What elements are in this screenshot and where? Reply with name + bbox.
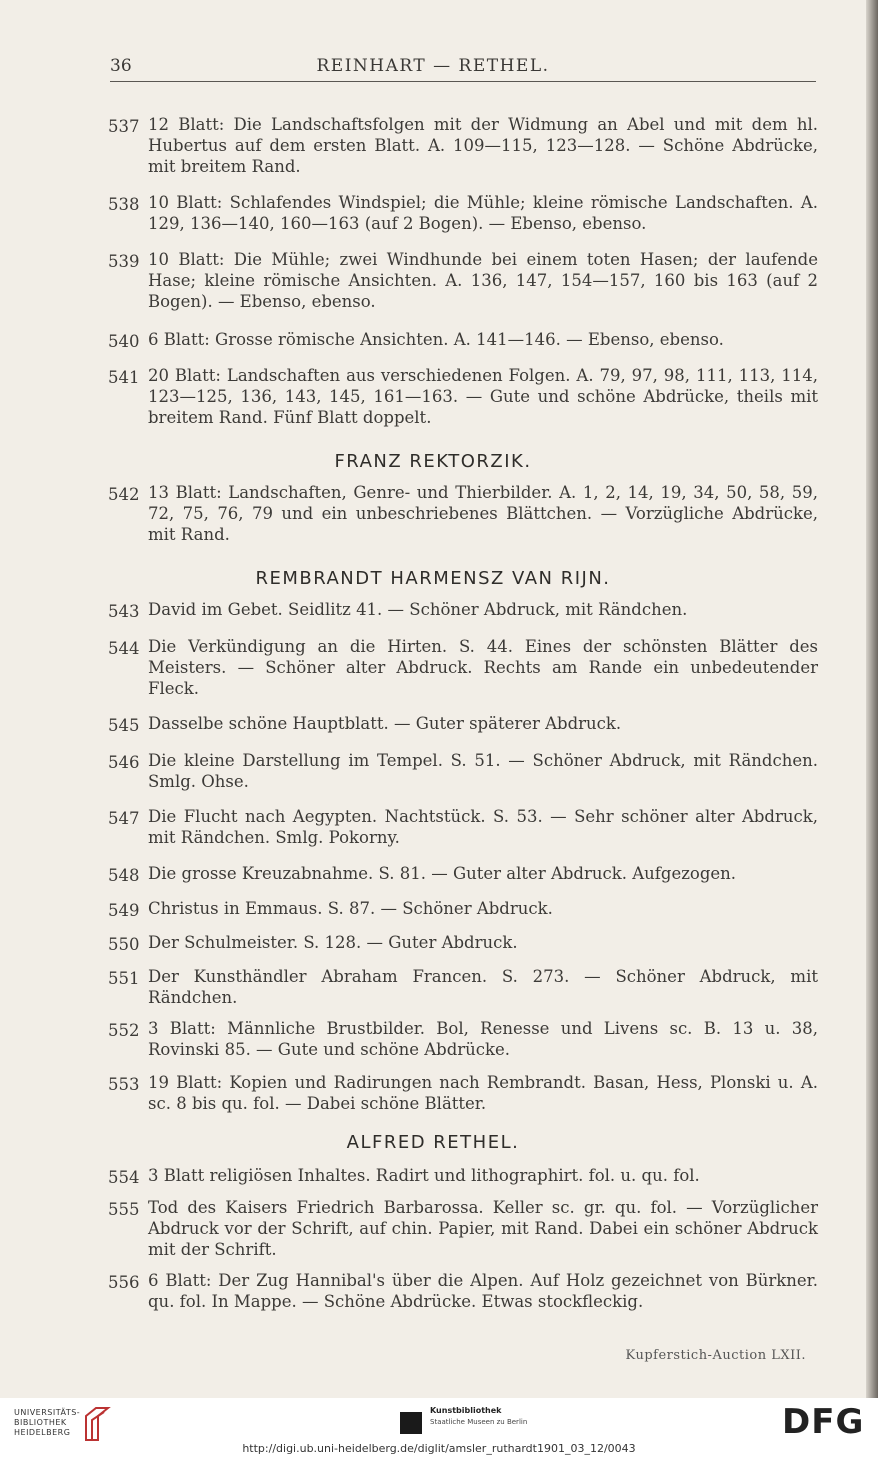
entry-text: 20 Blatt: Landschaften aus verschiedenen Folgen. A. 79, 97, 98, 111, 113, 114, 123—125, 136, 143, 145, 161—163. — Gute und schöne Abdrücke, theils mit breitem Rand. Fünf Blatt doppelt. bbox=[148, 366, 818, 427]
entry-text: 3 Blatt religiösen Inhaltes. Radirt und lithographirt. fol. u. qu. fol. bbox=[148, 1166, 700, 1185]
university-line: HEIDELBERG bbox=[14, 1428, 71, 1437]
entry-text: 6 Blatt: Grosse römische Ansichten. A. 141—146. — Ebenso, ebenso. bbox=[148, 330, 724, 349]
university-name bbox=[14, 1408, 80, 1438]
dfg-logo: DFG bbox=[782, 1402, 865, 1442]
section-heading-rembrandt: REMBRANDT HARMENSZ VAN RIJN. bbox=[255, 568, 611, 589]
university-line: BIBLIOTHEK bbox=[14, 1418, 67, 1427]
catalog-entry-553 bbox=[108, 1072, 818, 1114]
page-header bbox=[0, 56, 866, 82]
entry-text: Christus in Emmaus. S. 87. — Schöner Abdruck. bbox=[148, 899, 553, 918]
kunstbibliothek-emblem-icon bbox=[400, 1412, 422, 1434]
entry-text: Die Flucht nach Aegypten. Nachtstück. S. 53. — Sehr schöner alter Abdruck, mit Rändchen. Smlg. Pokorny. bbox=[148, 807, 818, 847]
catalog-entry-546 bbox=[108, 750, 818, 792]
entry-number: 542 bbox=[108, 485, 140, 504]
entry-number: 556 bbox=[108, 1273, 140, 1292]
entry-number: 543 bbox=[108, 602, 140, 621]
catalog-entry-537 bbox=[108, 114, 818, 177]
entry-number: 538 bbox=[108, 195, 140, 214]
entry-number: 554 bbox=[108, 1168, 140, 1187]
catalog-entry-555 bbox=[108, 1197, 818, 1260]
entry-text: David im Gebet. Seidlitz 41. — Schöner Abdruck, mit Rändchen. bbox=[148, 600, 688, 619]
catalog-entry-540 bbox=[108, 329, 818, 350]
catalog-entry-554 bbox=[108, 1165, 818, 1186]
entry-number: 551 bbox=[108, 969, 140, 988]
page-edge-shadow bbox=[866, 0, 878, 1398]
source-url[interactable]: http://digi.ub.uni-heidelberg.de/diglit/amsler_ruthardt1901_03_12/0043 bbox=[242, 1442, 636, 1455]
catalog-entry-547 bbox=[108, 806, 818, 848]
entry-number: 552 bbox=[108, 1021, 140, 1040]
catalog-entry-538 bbox=[108, 192, 818, 234]
entry-number: 545 bbox=[108, 716, 140, 735]
catalog-entry-544 bbox=[108, 636, 818, 699]
catalog-entry-545 bbox=[108, 713, 818, 734]
catalog-entry-550 bbox=[108, 932, 818, 953]
entry-number: 550 bbox=[108, 935, 140, 954]
entry-text: 10 Blatt: Die Mühle; zwei Windhunde bei einem toten Hasen; der laufende Hase; kleine römische Ansichten. A. 136, 147, 154—157, 160 bis 163 (auf 2 Bogen). — Ebenso, ebenso. bbox=[148, 250, 818, 311]
kunstbibliothek-title: Kunstbibliothek bbox=[430, 1406, 502, 1415]
kunstbibliothek-subtitle: Staatliche Museen zu Berlin bbox=[430, 1418, 528, 1426]
university-library-logo bbox=[14, 1404, 144, 1444]
university-emblem-icon bbox=[82, 1406, 112, 1442]
entry-text: Die kleine Darstellung im Tempel. S. 51. — Schöner Abdruck, mit Rändchen. Smlg. Ohse. bbox=[148, 751, 818, 791]
catalog-entry-551 bbox=[108, 966, 818, 1008]
university-line: UNIVERSITÄTS- bbox=[14, 1408, 81, 1417]
entry-number: 539 bbox=[108, 252, 140, 271]
entry-text: 10 Blatt: Schlafendes Windspiel; die Mühle; kleine römische Landschaften. A. 129, 136—140, 160—163 (auf 2 Bogen). — Ebenso, ebenso. bbox=[148, 193, 818, 233]
entry-number: 540 bbox=[108, 332, 140, 351]
entry-number: 548 bbox=[108, 866, 140, 885]
section-heading-rethel: ALFRED RETHEL. bbox=[346, 1132, 520, 1153]
catalog-entry-543 bbox=[108, 599, 818, 620]
header-rule bbox=[110, 81, 816, 82]
entry-text: Tod des Kaisers Friedrich Barbarossa. Keller sc. gr. qu. fol. — Vorzüglicher Abdruck vor der Schrift, auf chin. Papier, mit Rand. Dabei ein schöner Abdruck mit der Schrift. bbox=[148, 1198, 818, 1259]
running-title: REINHART — RETHEL. bbox=[316, 56, 550, 76]
catalog-entry-541 bbox=[108, 365, 818, 428]
entry-number: 544 bbox=[108, 639, 140, 658]
entry-text: 12 Blatt: Die Landschaftsfolgen mit der Widmung an Abel und mit dem hl. Hubertus auf dem ersten Blatt. A. 109—115, 123—128. — Schöne Abdrücke, mit breitem Rand. bbox=[148, 115, 818, 176]
catalog-entry-548 bbox=[108, 863, 818, 884]
catalog-entry-542 bbox=[108, 482, 818, 545]
section-heading-rektorzik: FRANZ REKTORZIK. bbox=[334, 451, 532, 472]
entry-text: Die grosse Kreuzabnahme. S. 81. — Guter alter Abdruck. Aufgezogen. bbox=[148, 864, 737, 883]
entry-number: 553 bbox=[108, 1075, 140, 1094]
entry-number: 547 bbox=[108, 809, 140, 828]
entry-text: Der Schulmeister. S. 128. — Guter Abdruck. bbox=[148, 933, 518, 952]
entry-number: 537 bbox=[108, 117, 140, 136]
entry-text: Die Verkündigung an die Hirten. S. 44. Eines der schönsten Blätter des Meisters. — Schöner alter Abdruck. Rechts am Rande ein unbedeutender Fleck. bbox=[148, 637, 818, 698]
catalog-entry-549 bbox=[108, 898, 818, 919]
entry-text: 6 Blatt: Der Zug Hannibal's über die Alpen. Auf Holz gezeichnet von Bürkner. qu. fol. In Mappe. — Schöne Abdrücke. Etwas stockfleckig. bbox=[148, 1271, 818, 1311]
entry-text: Dasselbe schöne Hauptblatt. — Guter späterer Abdruck. bbox=[148, 714, 622, 733]
auction-footer-note: Kupferstich-Auction LXII. bbox=[625, 1348, 806, 1363]
entry-number: 555 bbox=[108, 1200, 140, 1219]
entry-text: 3 Blatt: Männliche Brustbilder. Bol, Renesse und Livens sc. B. 13 u. 38, Rovinski 85. — Gute und schöne Abdrücke. bbox=[148, 1019, 818, 1059]
page-number: 36 bbox=[110, 56, 132, 76]
entry-text: 13 Blatt: Landschaften, Genre- und Thierbilder. A. 1, 2, 14, 19, 34, 50, 58, 59, 72, 75, 76, 79 und ein unbeschriebenes Blättchen. — Vorzügliche Abdrücke, mit Rand. bbox=[148, 483, 818, 544]
entry-number: 541 bbox=[108, 368, 140, 387]
entry-number: 549 bbox=[108, 901, 140, 920]
catalog-entry-552 bbox=[108, 1018, 818, 1060]
entry-text: Der Kunsthändler Abraham Francen. S. 273. — Schöner Abdruck, mit Rändchen. bbox=[148, 967, 818, 1007]
catalog-entry-556 bbox=[108, 1270, 818, 1312]
catalog-entry-539 bbox=[108, 249, 818, 312]
entry-number: 546 bbox=[108, 753, 140, 772]
entry-text: 19 Blatt: Kopien und Radirungen nach Rembrandt. Basan, Hess, Plonski u. A. sc. 8 bis qu. fol. — Dabei schöne Blätter. bbox=[148, 1073, 818, 1113]
